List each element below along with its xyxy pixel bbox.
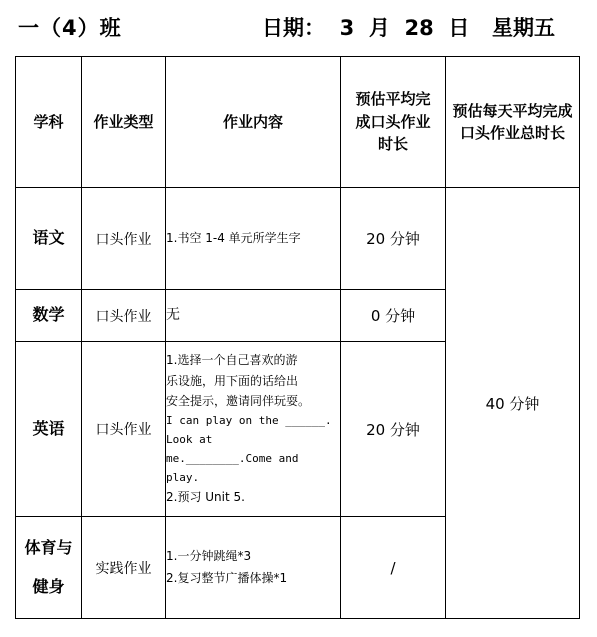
subject-line: 健身	[32, 576, 65, 596]
date-day: 28	[404, 16, 434, 40]
type-cell: 口头作业	[82, 290, 166, 342]
class-name: 一（4）班	[18, 16, 122, 40]
estimated-time-cell: 0 分钟	[341, 290, 446, 342]
date-label: 日期：	[262, 16, 325, 40]
date-month-unit: 月	[368, 16, 390, 40]
content-cell	[166, 290, 341, 342]
content-cell	[166, 342, 341, 517]
subject-cell: 语文	[16, 188, 82, 290]
date	[262, 12, 469, 42]
header-estimated-time	[341, 57, 446, 188]
date-day-unit: 日	[448, 16, 470, 40]
estimated-time-cell: 20 分钟	[341, 188, 446, 290]
type-cell: 实践作业	[82, 517, 166, 619]
table-header-row	[16, 57, 580, 188]
content-line: me.________.Come and	[166, 451, 299, 465]
subject-cell: 数学	[16, 290, 82, 342]
subject-cell	[16, 517, 82, 619]
content-cell	[166, 517, 341, 619]
table-row	[16, 188, 580, 290]
content-line: 乐设施，用下面的话给出	[166, 373, 299, 388]
header-est-line2: 成口头作业	[355, 112, 431, 131]
content-line: 无	[166, 307, 180, 324]
type-cell: 口头作业	[82, 342, 166, 517]
content-line: 1.一分钟跳绳*3	[166, 549, 252, 564]
header-total-time	[446, 57, 580, 188]
header-type: 作业类型	[82, 57, 166, 188]
header-content: 作业内容	[166, 57, 341, 188]
estimated-time-cell: /	[341, 517, 446, 619]
subject-cell: 英语	[16, 342, 82, 517]
content-line: 2.复习整节广播体操*1	[166, 570, 288, 585]
content-line: 2.预习 Unit 5.	[166, 490, 245, 505]
header-est-line3: 时长	[377, 135, 408, 154]
content-cell	[166, 188, 341, 290]
content-line: 1.书空 1-4 单元所学生字	[166, 230, 301, 245]
content-line: 安全提示，邀请同伴玩耍。	[166, 394, 311, 409]
total-time-cell: 40 分钟	[446, 188, 580, 619]
header-subject: 学科	[16, 57, 82, 188]
content-line: play.	[166, 470, 200, 484]
header-total-line2: 口头作业总时长	[459, 124, 565, 142]
content-line: 1.选择一个自己喜欢的游	[166, 352, 298, 367]
page-header	[0, 8, 597, 42]
header-total-line1: 预估每天平均完成	[452, 101, 573, 120]
header-est-line1: 预估平均完	[355, 90, 431, 109]
estimated-time-cell: 20 分钟	[341, 342, 446, 517]
content-line: Look at	[166, 432, 213, 446]
weekday: 星期五	[492, 16, 555, 40]
subject-line: 体育与	[24, 538, 73, 558]
homework-table	[15, 56, 580, 619]
type-cell: 口头作业	[82, 188, 166, 290]
date-month: 3	[339, 16, 355, 40]
content-line: I can play on the ______.	[166, 413, 332, 427]
